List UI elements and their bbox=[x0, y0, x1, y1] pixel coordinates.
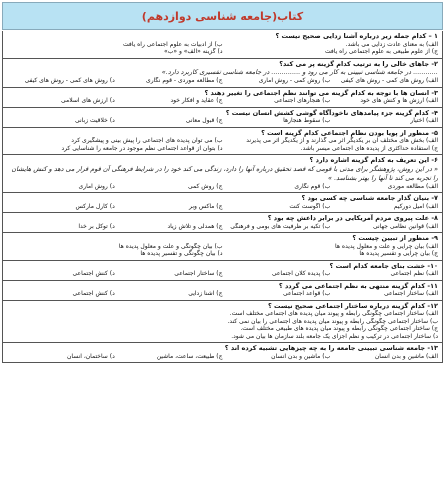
option: الف) به معنای عادت زدایی می باشد. bbox=[345, 40, 438, 48]
option: الف) نظم اجتماعی bbox=[390, 270, 438, 277]
option: د) ساختمان، انسان bbox=[66, 352, 115, 360]
option: ج) ساختار اجتماعی چگونگی رابطه و پیوند میان پدیده های طبیعی مختلف است. bbox=[240, 325, 438, 332]
option: ب) قواعد اجتماعی bbox=[283, 290, 331, 297]
question-8 bbox=[2, 213, 443, 233]
question-text: ۳- انسان ها با توجه به کدام گزینه می توانند نظم اجتماعی را تغییر دهند ؟ bbox=[204, 88, 438, 97]
options-list bbox=[7, 223, 438, 231]
option: الف) روش های کمی - روش های کیفی bbox=[340, 77, 438, 84]
option: د) ساختار اجتماعی در ترکیب و نظم اجزای یک جامعه بلند سازمان ها بیان می شود. bbox=[231, 332, 438, 340]
option: د) روش آماری bbox=[78, 182, 115, 190]
option: الف) اختیار bbox=[410, 117, 438, 124]
option: ج) روش کمی bbox=[188, 182, 223, 190]
option: ب) هنجارهای اجتماعی bbox=[274, 97, 331, 104]
option: د) خلاقیت زبانی bbox=[74, 117, 115, 124]
question-text: ۶- این تعریف به کدام گزینه اشاره دارد ؟ bbox=[309, 156, 438, 164]
question-10 bbox=[2, 261, 443, 281]
option: ب) ماشین و بدن انسان bbox=[271, 352, 331, 360]
option: الف) ماشین و بدن انسان bbox=[374, 352, 438, 360]
option: ب) تکیه بر ظرفیت های بومی و فرهنگی bbox=[230, 222, 331, 230]
option: الف) امیل دورکیم bbox=[393, 202, 438, 210]
option: ب) سقوط هنجارها bbox=[283, 117, 331, 124]
option: ب) آگوست کنت bbox=[289, 202, 331, 210]
question-6 bbox=[2, 155, 443, 193]
option: د) کنش اجتماعی bbox=[72, 290, 115, 297]
option: ج) از علوم طبیعی به علوم اجتماعی راه یافت bbox=[324, 48, 438, 55]
question-text: ۲- جاهای خالی را به ترتیب کدام گزینه پر می کند؟ bbox=[279, 59, 438, 68]
option: د) گزینه «الف» و «ب» bbox=[164, 48, 223, 55]
options-list bbox=[7, 290, 438, 298]
question-1 bbox=[2, 31, 443, 59]
questions-container bbox=[2, 31, 443, 363]
options-list bbox=[7, 310, 438, 340]
options-list bbox=[7, 41, 438, 56]
question-passage: ............ در جامعه شناسی تبیینی به کار می رود و .............. در جامعه شناسی تفسیری کاربرد دارد.» bbox=[161, 68, 438, 76]
option: ج) عقاید و افکار خود bbox=[170, 97, 223, 104]
option: ج) بیان چرایی و تفسیر پدیده ها bbox=[359, 250, 438, 257]
question-7 bbox=[2, 193, 443, 213]
option: ج) ساختار اجتماعی bbox=[174, 270, 223, 277]
question-text: ۱۱- کدام گزینه منتهی به نظم اجتماعی می گردد ؟ bbox=[278, 281, 438, 290]
option: الف) ارزش ها و کنش های خود bbox=[360, 97, 438, 104]
question-4 bbox=[2, 108, 443, 128]
option: ج) طبیعت، ساعت، ماشین bbox=[156, 352, 223, 360]
question-text: ۱ – کدام جمله زیر درباره آشنا زدایی صحیح نیست ؟ bbox=[275, 32, 438, 40]
option: الف) بیان چرایی و علت و معلول پدیده ها bbox=[335, 242, 438, 250]
option: الف) ساختار اجتماعی چگونگی رابطه و پیوند میان پدیده های اجتماعی مختلف است. bbox=[229, 310, 438, 317]
question-text: ۵- منظور از پویا بودن نظام اجتماعی کدام گزینه است ؟ bbox=[261, 128, 438, 137]
options-list bbox=[7, 97, 438, 105]
option: ب) روش کمی - روش آماری bbox=[258, 77, 331, 84]
question-12 bbox=[2, 301, 443, 344]
option: د) بتوان از قواعد اجتماعی نظم موجود در جامعه را شناسایی کرد bbox=[61, 144, 223, 152]
option: د) بیان چگونگی و تفسیر پدیده ها bbox=[140, 250, 223, 257]
option: ب) می توان پدیده های اجتماعی را پیش بینی و پیشگیری کرد bbox=[71, 137, 223, 144]
options-list bbox=[7, 117, 438, 125]
question-11 bbox=[2, 281, 443, 301]
option: ب) پدیده کلان اجتماعی bbox=[271, 270, 331, 277]
question-9 bbox=[2, 233, 443, 261]
options-list bbox=[7, 203, 438, 211]
page-header bbox=[2, 2, 443, 30]
option: د) ارزش های اسلامی bbox=[61, 97, 115, 104]
question-3 bbox=[2, 88, 443, 108]
option: د) کنش اجتماعی bbox=[72, 270, 115, 277]
question-5 bbox=[2, 128, 443, 156]
option: الف) بخش های مختلف آن بر یکدیگر اثر می گذارند و از یکدیگر اثر می پذیرند bbox=[246, 137, 438, 144]
option: ب) بیان چگونگی و علت و معلول پدیده ها bbox=[118, 242, 223, 250]
option: د) روش های کمی - روش های کیفی bbox=[24, 77, 115, 84]
option: ج) مطالعه موردی - قوم نگاری bbox=[146, 77, 223, 84]
options-list bbox=[7, 243, 438, 258]
question-text: ۱۰- خشت بنای جامعه کدام است ؟ bbox=[329, 261, 438, 270]
question-text: ۹- منظور از تبیین چیست ؟ bbox=[352, 234, 438, 242]
question-text: ۱۳- جامعه شناسی تبیینی جامعه را به چه چیزهایی تشبیه کرده اند ؟ bbox=[224, 344, 438, 352]
question-13 bbox=[2, 343, 443, 363]
option: د) توکل بر خدا bbox=[78, 222, 115, 230]
option: ج) استفاده حداکثری از پدیده های اجتماعی میسر باشد. bbox=[300, 144, 438, 152]
options-list bbox=[7, 77, 438, 85]
options-list bbox=[7, 353, 438, 361]
options-list bbox=[7, 137, 438, 152]
option: ب) از ادبیات به علوم اجتماعی راه یافت bbox=[123, 40, 223, 48]
option: د) کارل مارکس bbox=[75, 202, 115, 210]
option: ج) آشنا زدایی bbox=[188, 290, 223, 297]
option: الف) قوانین نظامی جهانی bbox=[372, 222, 438, 230]
question-2 bbox=[2, 59, 443, 88]
question-text: ۸- علت پیروی مردم آمریکایی در برابر داعش چه بود ؟ bbox=[267, 214, 438, 222]
question-text: ۴- کدام گزینه جزء پیامدهای ناخودآگاه گوشی کشش انسان نیست ؟ bbox=[225, 108, 438, 117]
option: ج) قبول معانی bbox=[185, 117, 223, 124]
option: ب) قوم نگاری bbox=[294, 182, 331, 190]
option: الف) ساختار اجتماعی bbox=[383, 290, 438, 297]
option: ج) ماکس وبر bbox=[189, 202, 223, 210]
page-title: کتاب(جامعه شناسی دوازدهم) bbox=[141, 9, 304, 23]
option: ب) ساختار اجتماعی چگونگی رابطه و پیوند میان پدیده های اجتماعی را بیان نمی کند. bbox=[227, 317, 438, 325]
question-text: ۷- بنیان گذار جامعه شناسی چه کسی بود ؟ bbox=[301, 194, 438, 202]
option: الف) مطالعه موردی bbox=[387, 182, 438, 190]
question-text: ۱۲- کدام گزینه درباره ساختار اجتماعی صحیح نیست ؟ bbox=[267, 301, 438, 310]
option: ج) همدلی و تلاش زیاد bbox=[167, 222, 223, 230]
options-list bbox=[7, 183, 438, 191]
options-list bbox=[7, 270, 438, 278]
question-passage: « در این روش، پژوهشگر برای مدتی با قومی که قصد تحقیق درباره آنها را دارد، زندگی می کند خود را در شرایط فرهنگی آن قوم قرار می دهد و کنش هایشان را تجربه می کند تا آنها را بهتر بشناسد. » bbox=[11, 164, 438, 182]
